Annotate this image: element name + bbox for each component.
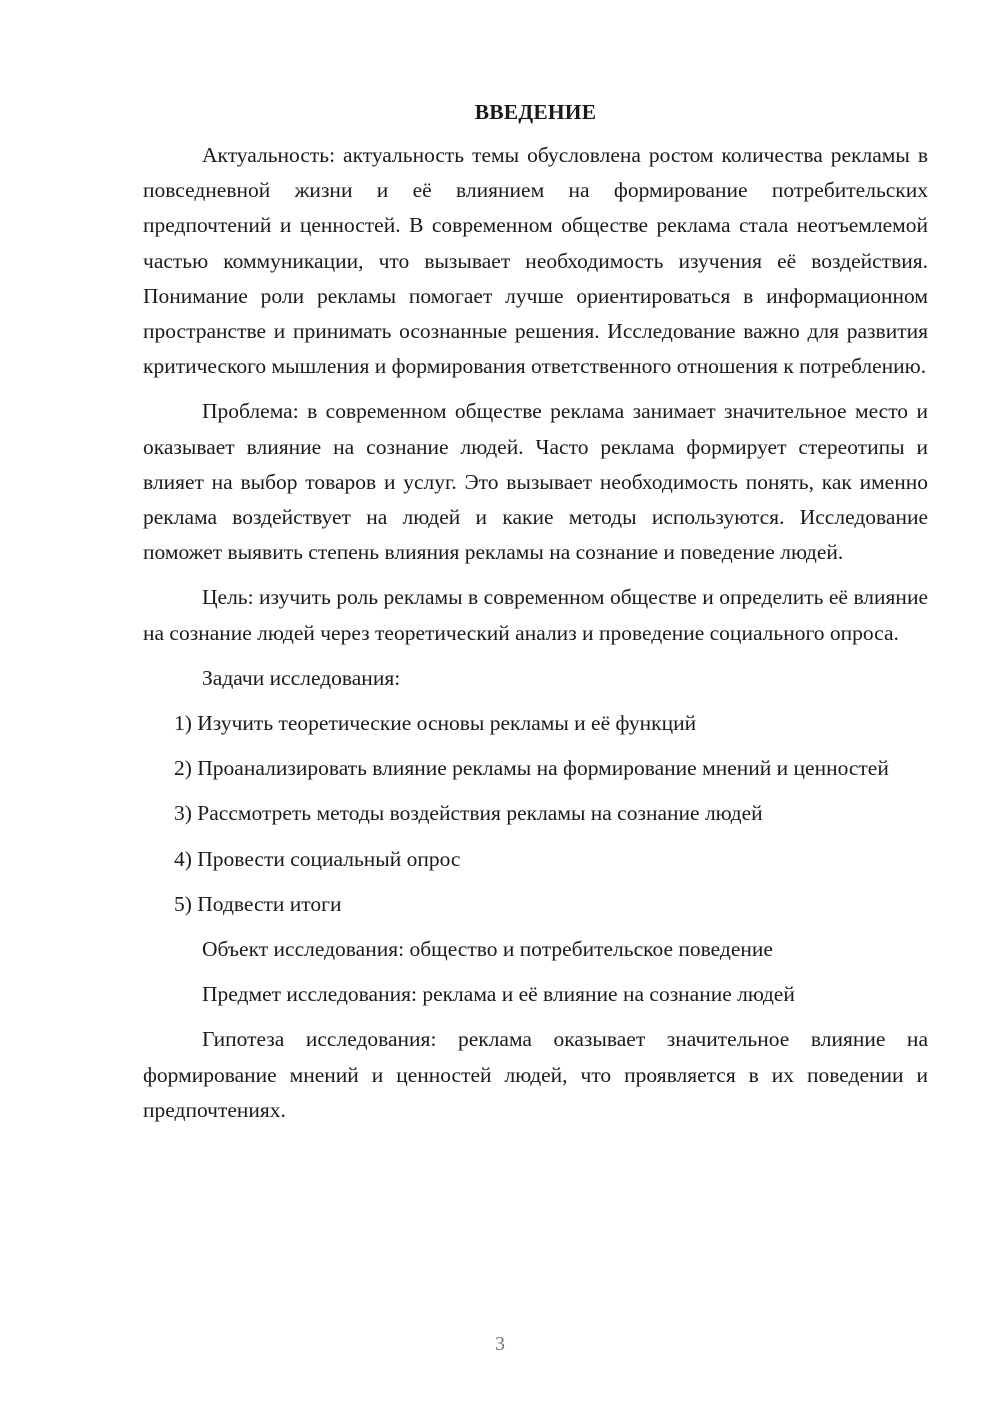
task-item: 2) Проанализировать влияние рекламы на формирование мнений и ценностей bbox=[174, 756, 889, 781]
goal-paragraph: Цель: изучить роль рекламы в современном обществе и определить её влияние на сознание людей через теоретический анализ и проведение социального опроса. bbox=[143, 585, 928, 645]
object-paragraph: Объект исследования: общество и потребительское поведение bbox=[202, 937, 773, 962]
task-item: 3) Рассмотреть методы воздействия рекламы на сознание людей bbox=[174, 801, 763, 826]
page-number: 3 bbox=[495, 1333, 505, 1355]
subject-paragraph: Предмет исследования: реклама и её влияние на сознание людей bbox=[202, 982, 795, 1007]
relevance-paragraph: Актуальность: актуальность темы обусловлена ростом количества рекламы в повседневной жизни и её влиянием на формирование потребительских предпочтений и ценностей. В современном обществе реклама стала неотъемлемой частью коммуникации, что вызывает необходимость изучения её воздействия. Понимание роли рекламы помогает лучше ориентироваться в информационном пространстве и принимать осознанные решения. Исследование важно для развития критического мышления и формирования ответственного отношения к потреблению. bbox=[143, 143, 928, 379]
problem-paragraph: Проблема: в современном обществе реклама занимает значительное место и оказывает влияние на сознание людей. Часто реклама формирует стереотипы и влияет на выбор товаров и услуг. Это вызывает необходимость понять, как именно реклама воздействует на людей и какие методы используются. Исследование поможет выявить степень влияния рекламы на сознание и поведение людей. bbox=[143, 399, 928, 565]
task-item: 5) Подвести итоги bbox=[174, 891, 342, 916]
task-item: 1) Изучить теоретические основы рекламы и её функций bbox=[174, 711, 697, 736]
document-page bbox=[143, 96, 928, 1138]
page-title: ВВЕДЕНИЕ bbox=[474, 100, 597, 124]
tasks-heading: Задачи исследования: bbox=[202, 665, 401, 690]
hypothesis-paragraph: Гипотеза исследования: реклама оказывает значительное влияние на формирование мнений и ценностей людей, что проявляется в их поведении и предпочтениях. bbox=[143, 1027, 928, 1122]
task-item: 4) Провести социальный опрос bbox=[174, 846, 461, 871]
